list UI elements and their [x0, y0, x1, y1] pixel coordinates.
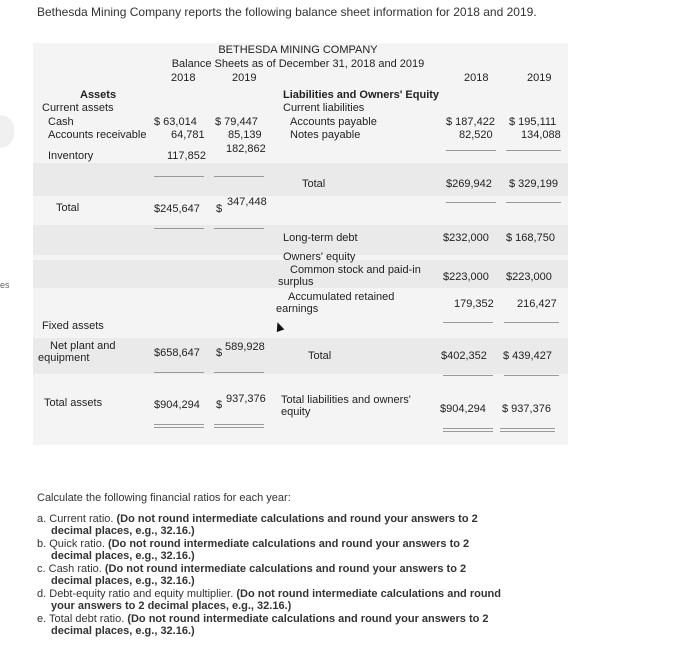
question-note: (Do not round intermediate calculations and round your answers to 2 decimal places, e.g., 32.16.) [51, 512, 478, 537]
double-underline [443, 431, 493, 432]
question-c [37, 563, 507, 588]
payable-2019: $ 195,111 [509, 116, 557, 128]
assets-heading: Assets [80, 89, 117, 101]
common-stock-label: Common stock and paid-in surplus [278, 264, 421, 288]
intro-text: Bethesda Mining Company reports the following balance sheet information for 2018 and 2019. [37, 5, 537, 19]
total-current-assets-2018: $245,647 [154, 203, 200, 215]
question-text: Current ratio. [49, 512, 114, 525]
notes-2019: 134,088 [521, 129, 561, 141]
underline [506, 150, 561, 151]
receivables-2018: 64,781 [171, 129, 205, 141]
underline [214, 176, 264, 177]
year-header-left-2019: 2019 [232, 72, 257, 84]
payable-2018: $ 187,422 [446, 116, 495, 128]
year-header-right-2019: 2019 [527, 72, 552, 84]
question-letter: c. [37, 562, 46, 575]
total-owners-equity-label: Total [308, 350, 332, 362]
underline [443, 322, 493, 323]
double-underline [154, 427, 204, 428]
question-text: Cash ratio. [48, 562, 102, 575]
question-letter: a. [37, 512, 47, 525]
double-underline [500, 431, 555, 432]
common-stock-2018: $223,000 [443, 271, 489, 283]
total-current-liabilities-2019: $ 329,199 [509, 178, 558, 190]
question-letter: e. [37, 612, 47, 625]
net-plant-2019: 589,928 [225, 341, 265, 353]
current-liabilities-label: Current liabilities [283, 102, 365, 114]
questions-block [37, 492, 507, 638]
question-text: Quick ratio. [49, 537, 105, 550]
underline [154, 372, 204, 373]
retained-earnings-2019: 216,427 [517, 298, 557, 310]
total-liabilities-equity-2018: $904,294 [440, 403, 486, 415]
inventory-2019: 182,862 [226, 143, 266, 155]
underline [214, 228, 264, 229]
question-d [37, 588, 507, 613]
net-plant-2018: $658,647 [154, 347, 200, 359]
retained-earnings-label: Accumulated retained earnings [276, 291, 395, 315]
question-e [37, 613, 507, 638]
question-letter: d. [37, 587, 47, 600]
fixed-assets-label: Fixed assets [42, 320, 104, 332]
question-note: (Do not round intermediate calculations and round your answers to 2 decimal places, e.g., 32.16.) [51, 587, 501, 612]
net-plant-2019-dollar: $ [216, 347, 223, 359]
question-note: (Do not round intermediate calculations and round your answers to 2 decimal places, e.g., 32.16.) [51, 537, 470, 562]
owners-equity-label: Owners' equity [283, 251, 356, 263]
underline [443, 375, 493, 376]
underline [214, 372, 264, 373]
question-text: Total debt ratio. [49, 612, 125, 625]
total-assets-2019-dollar: $ [216, 399, 223, 411]
retained-earnings-2018: 179,352 [454, 298, 494, 310]
sheet-subtitle: Balance Sheets as of December 31, 2018 and 2019 [171, 58, 425, 70]
year-header-right-2018: 2018 [464, 72, 489, 84]
total-current-assets-label: Total [56, 202, 80, 214]
company-name: BETHESDA MINING COMPANY [218, 44, 378, 56]
common-stock-2019: $223,000 [506, 271, 552, 283]
underline [504, 322, 559, 323]
liabilities-heading: Liabilities and Owners' Equity [283, 89, 440, 101]
cash-label: Cash [48, 116, 74, 128]
underline [446, 150, 496, 151]
underline [506, 202, 561, 203]
notes-2018: 82,520 [459, 129, 493, 141]
underline [154, 228, 204, 229]
question-letter: b. [37, 537, 47, 550]
side-panel-edge [0, 115, 14, 148]
underline [154, 176, 204, 177]
total-owners-equity-2019: $ 439,427 [503, 350, 552, 362]
inventory-label: Inventory [48, 150, 94, 162]
net-plant-label: Net plant and equipment [38, 340, 116, 364]
long-term-debt-label: Long-term debt [283, 232, 358, 244]
double-underline [214, 424, 264, 425]
receivables-label: Accounts receivable [48, 129, 147, 141]
year-header-left-2018: 2018 [171, 72, 196, 84]
question-b [37, 538, 507, 563]
total-assets-2019: 937,376 [226, 393, 266, 405]
question-note: (Do not round intermediate calculations and round your answers to 2 decimal places, e.g., 32.16.) [51, 612, 489, 637]
total-current-assets-2019-dollar: $ [216, 203, 223, 215]
double-underline [154, 424, 204, 425]
payable-label: Accounts payable [290, 116, 377, 128]
total-assets-label: Total assets [44, 397, 103, 409]
questions-lead: Calculate the following financial ratios for each year: [37, 492, 291, 504]
underline [446, 202, 496, 203]
question-note: (Do not round intermediate calculations and round your answers to 2 decimal places, e.g., 32.16.) [51, 562, 467, 587]
double-underline [443, 428, 493, 429]
long-term-debt-2019: $ 168,750 [506, 232, 555, 244]
cash-2018: $ 63,014 [154, 116, 197, 128]
underline [504, 375, 559, 376]
current-assets-label: Current assets [42, 102, 114, 114]
inventory-2018: 117,852 [167, 150, 206, 162]
total-owners-equity-2018: $402,352 [441, 350, 487, 362]
total-liabilities-equity-label: Total liabilities and owners' equity [281, 394, 411, 418]
notes-label: Notes payable [290, 129, 361, 141]
receivables-2019: 85,139 [228, 129, 262, 141]
total-liabilities-equity-2019: $ 937,376 [502, 403, 551, 415]
question-a [37, 513, 507, 538]
side-tab-label: es [0, 280, 10, 290]
question-text: Debt-equity ratio and equity multiplier. [49, 587, 234, 600]
total-current-liabilities-2018: $269,942 [446, 178, 492, 190]
double-underline [500, 428, 555, 429]
total-assets-2018: $904,294 [154, 399, 200, 411]
long-term-debt-2018: $232,000 [443, 232, 489, 244]
total-current-assets-2019: 347,448 [227, 196, 267, 208]
double-underline [214, 427, 264, 428]
cash-2019: $ 79,447 [215, 116, 258, 128]
total-current-liabilities-label: Total [302, 178, 326, 190]
